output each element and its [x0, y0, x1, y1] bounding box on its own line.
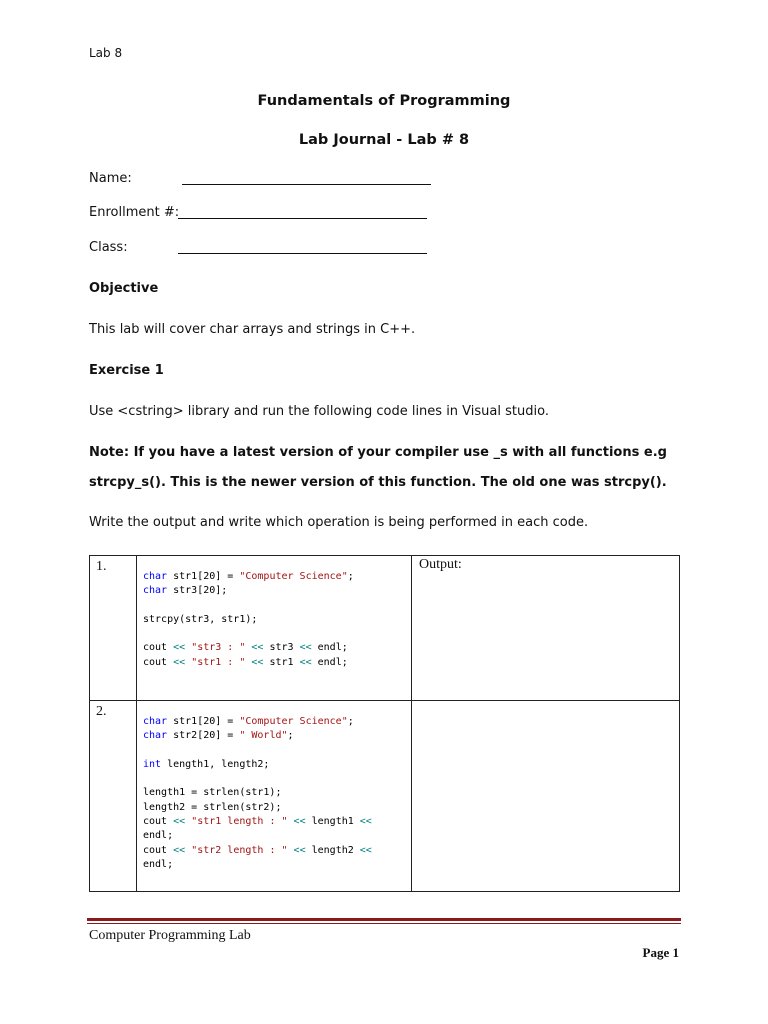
objective-text: This lab will cover char arrays and strings in C++. [89, 322, 416, 337]
enrollment-label: Enrollment #: [89, 205, 180, 220]
table-row [90, 701, 680, 892]
class-label: Class: [89, 240, 128, 255]
name-line[interactable] [182, 184, 431, 185]
footer-rule [87, 918, 681, 921]
compiler-note: Note: If you have a latest version of your compiler use _s with all functions e.g strcpy_s(). This is the newer version of this function. The old one was strcpy(). [89, 445, 667, 490]
table-row [90, 556, 680, 701]
exercise-instruction: Use <cstring> library and run the following code lines in Visual studio. [89, 404, 549, 419]
code-cell [137, 701, 412, 892]
header-lab-label: Lab 8 [89, 46, 123, 60]
journal-title: Lab Journal - Lab # 8 [298, 132, 470, 148]
name-label: Name: [89, 171, 132, 186]
footer-course-name: Computer Programming Lab [89, 928, 251, 943]
output-label: Output: [419, 557, 462, 572]
output-cell[interactable] [412, 556, 680, 701]
objective-heading: Objective [89, 281, 159, 296]
code-cell [137, 556, 412, 701]
code-block: char str1[20] = "Computer Science"; char str3[20]; strcpy(str3, str1); cout << "str3 : " << str3 << endl; cout << "str1 : " << str1 << endl; [143, 571, 354, 668]
row-number: 2. [90, 701, 137, 892]
exercise-heading: Exercise 1 [89, 363, 164, 378]
row-number: 1. [90, 556, 137, 701]
output-cell[interactable] [412, 701, 680, 892]
enrollment-line[interactable] [178, 218, 427, 219]
class-line[interactable] [178, 253, 427, 254]
task-text: Write the output and write which operation is being performed in each code. [89, 515, 589, 530]
footer-rule-thin [87, 923, 681, 924]
course-title: Fundamentals of Programming [257, 93, 511, 109]
exercise-table [89, 555, 680, 892]
code-block: char str1[20] = "Computer Science"; char str2[20] = " World"; int length1, length2; length1 = strlen(str1); length2 = strlen(str2); cout << "str1 length : " << length1 << endl; cout << "str2 length : " << length2 << endl; [143, 716, 372, 870]
footer-page-number: Page 1 [642, 945, 679, 960]
